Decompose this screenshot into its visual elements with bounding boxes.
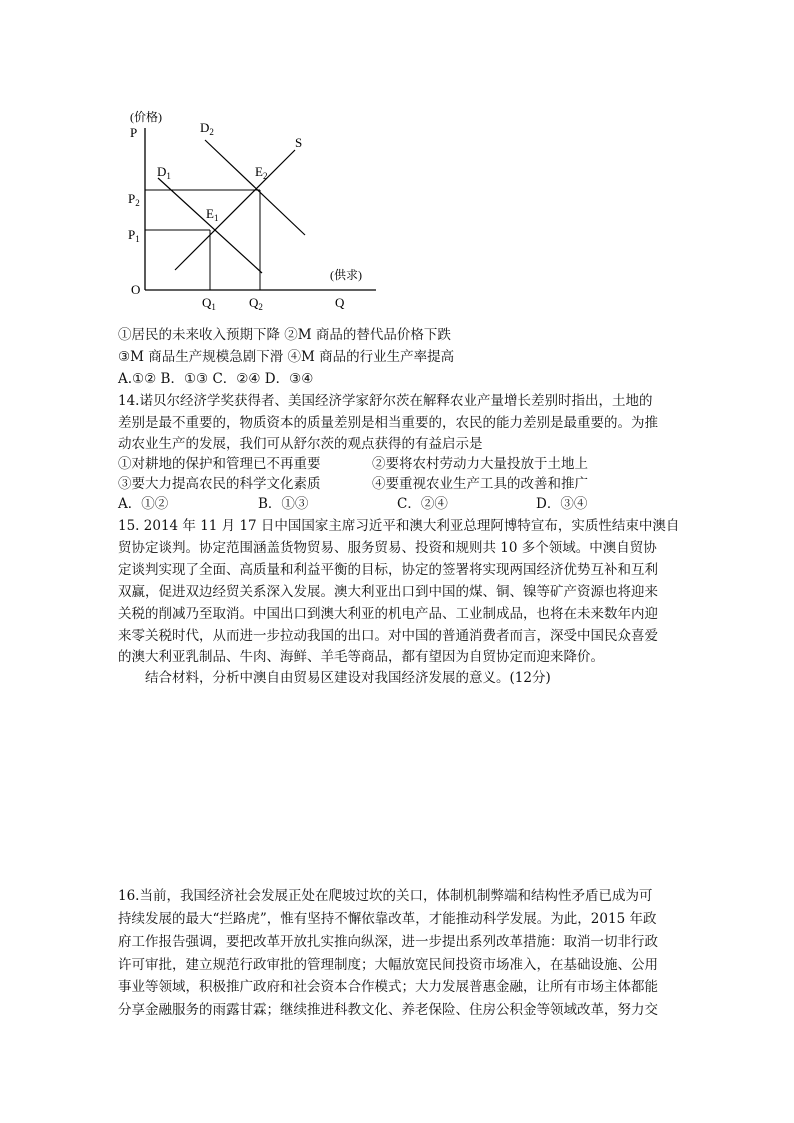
q16-material-line-4: 许可审批，建立规范行政审批的管理制度；大幅放宽民间投资市场准入，在基础设施、公用 — [118, 957, 658, 973]
e1-label: $E_1$ — [206, 206, 219, 223]
x-axis-letter: Q — [335, 295, 345, 310]
q16-material-line-6: 分享金融服务的雨露甘霖；继续推进科教文化、养老保险、住房公积金等领域改革，努力交 — [118, 1002, 658, 1018]
q15-material-line-2: 贸协定谈判。协定范围涵盖货物贸易、服务贸易、投资和规则共 10 多个领域。中澳自贸协 — [118, 540, 657, 556]
y-axis-letter: P — [130, 125, 138, 140]
e2-label: $E_2$ — [255, 164, 268, 181]
q13-options-line-1: ①居民的未来收入预期下降 ②M 商品的替代品价格下跌 — [118, 327, 451, 343]
q14-answer-c: C．②④ — [397, 496, 448, 512]
q14-option-3: ③要大力提高农民的科学文化素质 — [118, 476, 321, 492]
q14-answer-b: B．①③ — [258, 496, 309, 512]
q15-material-line-4: 双赢，促进双边经贸关系深入发展。澳大利亚出口到中国的煤、铜、镍等矿产资源也将迎来 — [118, 584, 658, 600]
q15-material-line-6: 来零关税时代，从而进一步拉动我国的出口。对中国的普通消费者而言，深受中国民众喜爱 — [118, 628, 658, 644]
q14-option-4: ④要重视农业生产工具的改善和推广 — [372, 476, 588, 492]
q14-answer-a: A．①② — [118, 496, 169, 512]
origin-label: O — [131, 282, 141, 297]
x-axis-label: (供求) — [330, 268, 362, 282]
y-axis-label: (价格) — [130, 110, 162, 124]
q15-material-line-3: 定谈判实现了全面、高质量和利益平衡的目标，协定的签署将实现两国经济优势互补和互利 — [118, 562, 658, 578]
q14-option-1: ①对耕地的保护和管理已不再重要 — [118, 456, 321, 472]
q15-question: 结合材料，分析中澳自由贸易区建设对我国经济发展的意义。(12分) — [145, 670, 551, 686]
q16-material-line-3: 府工作报告强调，要把改革开放扎实推向纵深，进一步提出系列改革措施：取消一切非行政 — [118, 934, 658, 950]
q15-material-line-5: 关税的削减乃至取消。中国出口到澳大利亚的机电产品、工业制成品，也将在未来数年内迎 — [118, 606, 658, 622]
d1-label: $D_1$ — [157, 164, 171, 181]
p2-label: $P_2$ — [128, 191, 140, 208]
q16-material-line-1: 16.当前，我国经济社会发展正处在爬坡过坎的关口，体制机制弊端和结构性矛盾已成为可 — [118, 888, 653, 904]
q16-material-line-2: 持续发展的最大“拦路虎”，惟有坚持不懈依靠改革，才能推动科学发展。为此，2015 年政 — [118, 911, 657, 927]
p1-label: $P_1$ — [128, 227, 140, 244]
q14-stem-line-2: 差别是最不重要的，物质资本的质量差别是相当重要的，农民的能力差别是最重要的。为推 — [118, 415, 658, 431]
q16-material-line-5: 事业等领域，积极推广政府和社会资本合作模式；大力发展普惠金融，让所有市场主体都能 — [118, 979, 658, 995]
q13-answer-choices: A.①② B．①③ C．②④ D．③④ — [118, 371, 314, 387]
q14-stem-line-3: 动农业生产的发展，我们可从舒尔茨的观点获得的有益启示是 — [118, 436, 483, 452]
s-label: S — [295, 135, 303, 150]
q1-label: $Q_1$ — [202, 295, 216, 312]
supply-demand-graph — [0, 0, 794, 320]
d2-label: $D_2$ — [200, 120, 214, 137]
q15-material-line-1: 15. 2014 年 11 月 17 日中国国家主席习近平和澳大利亚总理阿博特宣布，实质性结束中澳自 — [118, 518, 680, 534]
q13-options-line-2: ③M 商品生产规模急剧下滑 ④M 商品的行业生产率提高 — [118, 349, 455, 365]
q2-label: $Q_2$ — [249, 295, 263, 312]
q14-answer-d: D．③④ — [536, 496, 588, 512]
q15-material-line-7: 的澳大利亚乳制品、牛肉、海鲜、羊毛等商品，都有望因为自贸协定而迎来降价。 — [118, 649, 604, 665]
q14-option-2: ②要将农村劳动力大量投放于土地上 — [372, 456, 588, 472]
q14-stem-line-1: 14.诺贝尔经济学奖获得者、美国经济学家舒尔茨在解释农业产量增长差别时指出，土地的 — [118, 393, 653, 409]
